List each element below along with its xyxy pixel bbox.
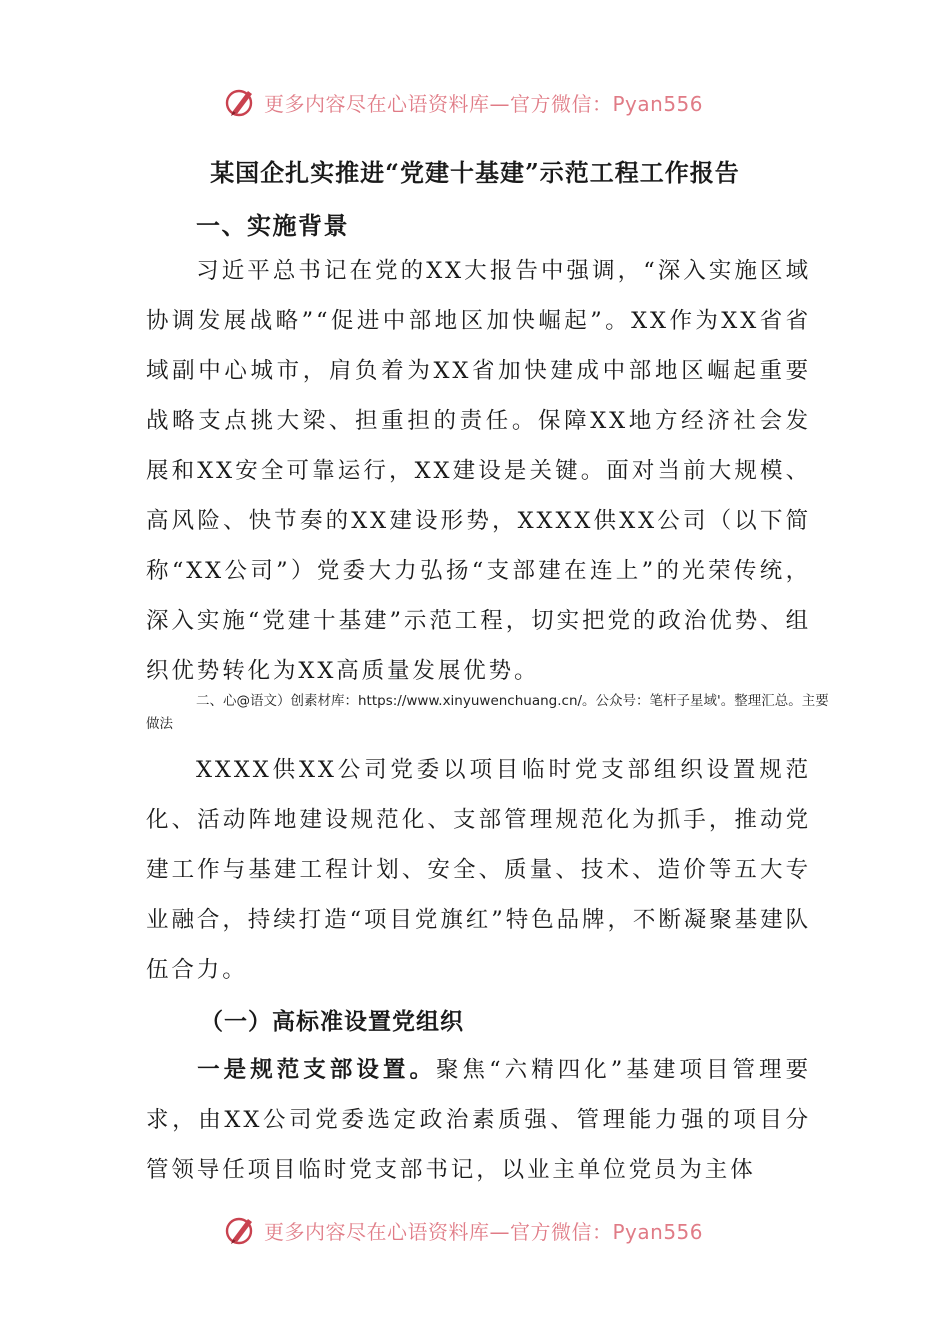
pen-logo-icon bbox=[224, 1213, 258, 1247]
paragraph-branch-setup-text: 聚焦“六精四化”基建项目管理要求，由XX公司党委选定政治素质强、管理能力强的项目分管领导任项目临时党支部书记，以业主单位党员为主体 bbox=[146, 1057, 811, 1183]
paragraph-background-text: 习近平总书记在党的XX大报告中强调，“深入实施区域协调发展战略”“促进中部地区加快崛起”。XX作为XX省省域副中心城市，肩负着为XX省加快建成中部地区崛起重要战略支点挑大梁、担重担的责任。保障XX地方经济社会发展和XX安全可靠运行，XX建设是关键。面对当前大规模、高风险、快节奏的XX建设形势，XXXX供XX公司（以下简称“XX公司”）党委大力弘扬“支部建在连上”的光荣传统，深入实施“党建十基建”示范工程，切实把党的政治优势、组织优势转化为XX高质量发展优势。 bbox=[146, 258, 811, 684]
paragraph-background bbox=[146, 246, 811, 696]
paragraph-main-practices bbox=[146, 745, 811, 995]
pen-logo-icon bbox=[224, 85, 258, 119]
watermark-text: 更多内容尽在心语资料库—官方微信：Pyan556 bbox=[264, 1219, 704, 1244]
header-watermark-banner bbox=[224, 82, 744, 122]
section-heading-background: 一、实施背景 bbox=[196, 211, 349, 240]
watermark-text: 更多内容尽在心语资料库—官方微信：Pyan556 bbox=[264, 91, 704, 116]
footer-watermark-banner bbox=[224, 1210, 744, 1250]
paragraph-branch-setup bbox=[146, 1045, 811, 1195]
source-note bbox=[146, 690, 836, 736]
document-title: 某国企扎实推进“党建十基建”示范工程工作报告 bbox=[210, 158, 740, 187]
source-note-text: 二、心@语文）创素材库：https://www.xinyuwenchuang.cn/。公众号：笔杆子星域'。整理汇总。主要做法 bbox=[146, 693, 829, 732]
paragraph-lead-bold: 一是规范支部设置。 bbox=[196, 1057, 437, 1083]
subsection-heading: （一）高标准设置党组织 bbox=[200, 1008, 464, 1035]
paragraph-main-practices-text: XXXX供XX公司党委以项目临时党支部组织设置规范化、活动阵地建设规范化、支部管理规范化为抓手，推动党建工作与基建工程计划、安全、质量、技术、造价等五大专业融合，持续打造“项目党旗红”特色品牌，不断凝聚基建队伍合力。 bbox=[146, 757, 811, 983]
